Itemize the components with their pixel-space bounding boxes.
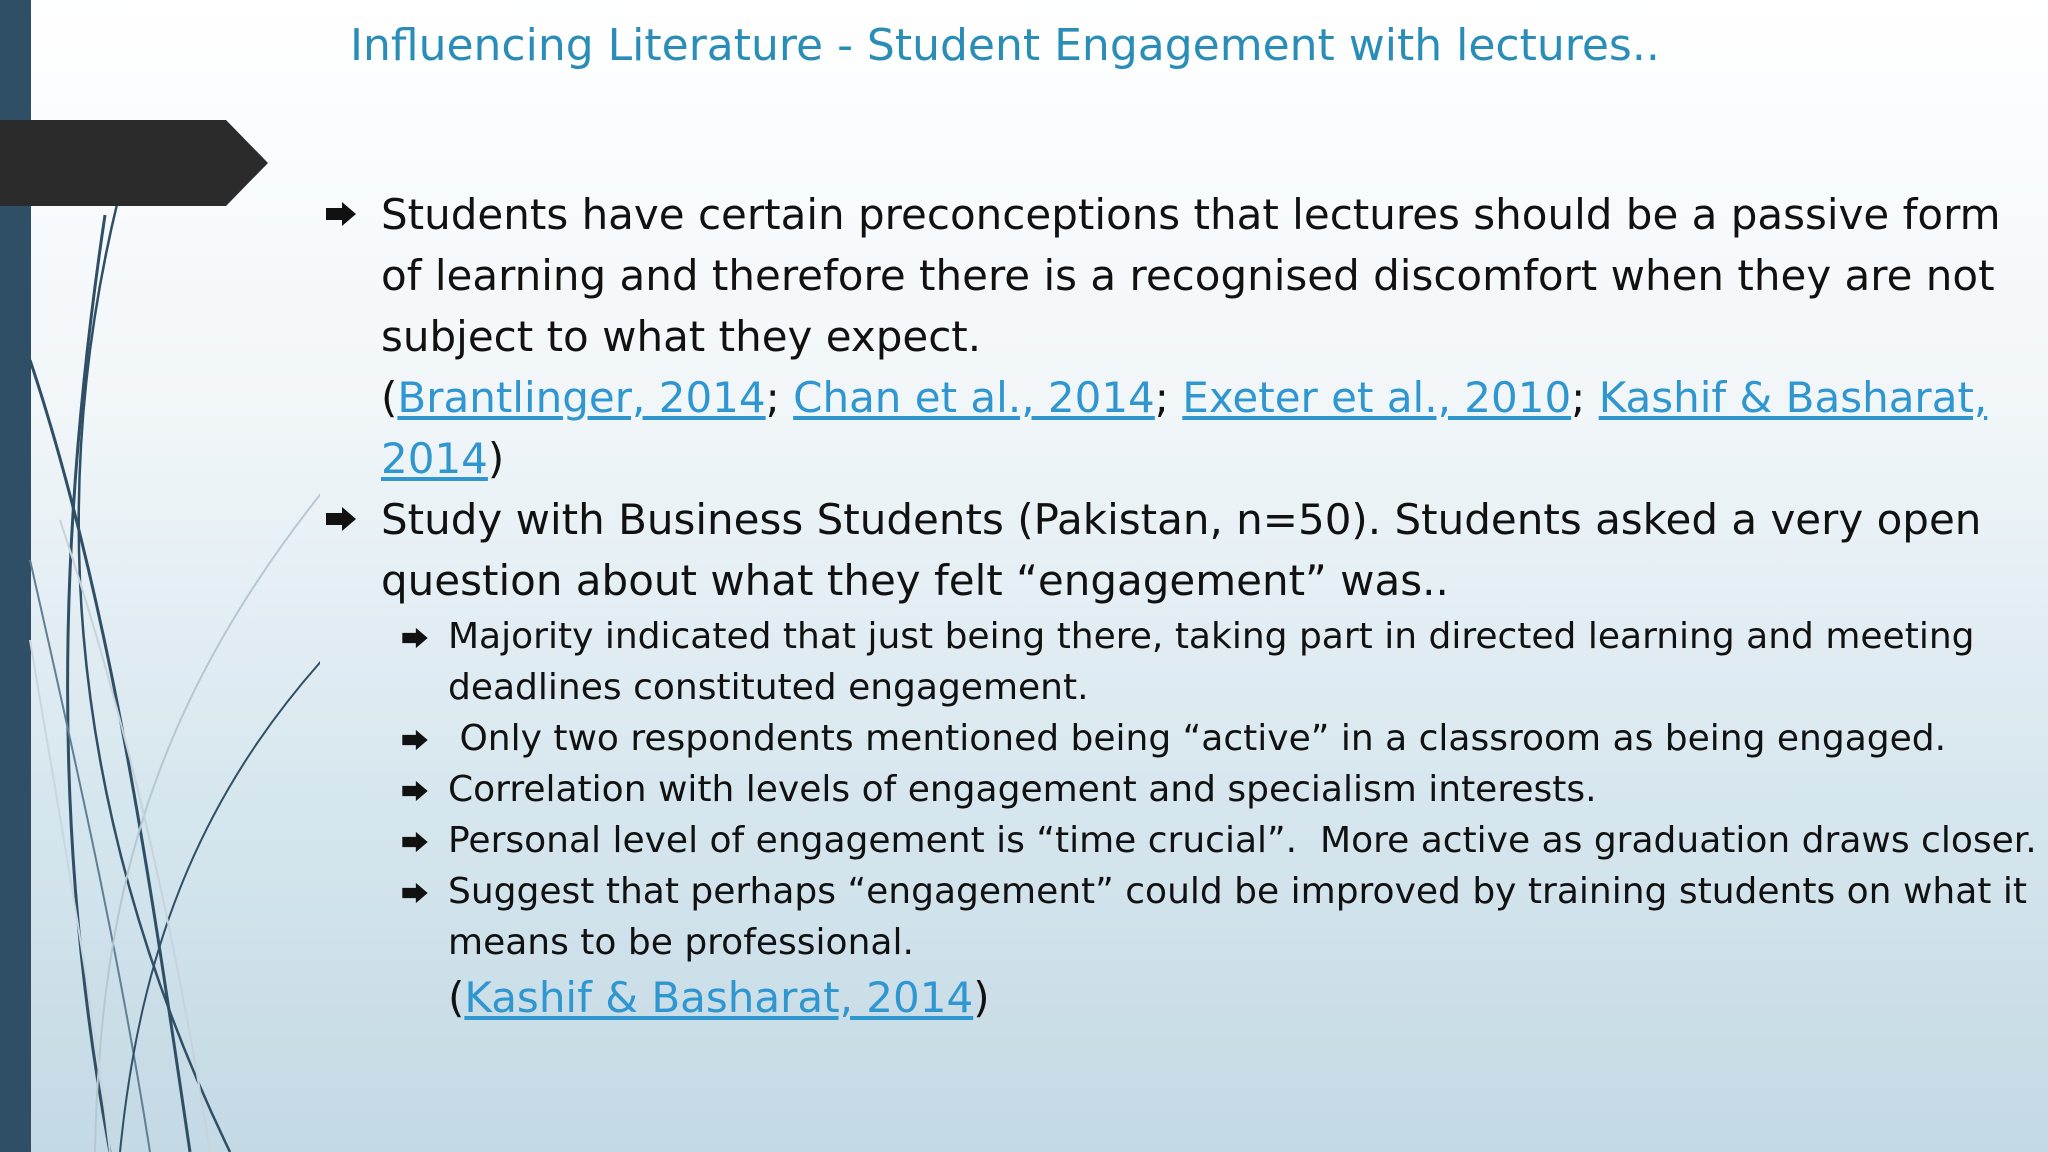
sub-bullet-text: Correlation with levels of engagement and specialism interests.	[448, 769, 1597, 810]
right-arrow-bullet-icon	[324, 506, 358, 532]
sub-bullet-text: Only two respondents mentioned being “active” in a classroom as being engaged.	[448, 718, 1947, 759]
sub-bullet-time-crucial	[320, 815, 2048, 866]
sub-bullet-text: Suggest that perhaps “engagement” could be improved by training students on what it means to be professional.	[448, 871, 2027, 963]
sub-bullet-text: Majority indicated that just being there, taking part in directed learning and meeting deadlines constituted engagement.	[448, 616, 1975, 708]
bullet-text: Students have certain preconceptions that lectures should be a passive form of learning and therefore there is a recognised discomfort when they are not subject to what they expect.	[381, 190, 2001, 361]
citation-group: (Kashif & Basharat, 2014)	[448, 973, 990, 1022]
citation-link-kashif-basharat[interactable]: Kashif & Basharat, 2014	[381, 373, 1988, 483]
slide-content	[320, 184, 2040, 1028]
right-arrow-bullet-icon	[400, 627, 430, 649]
bullet-business-study	[320, 489, 2021, 611]
right-arrow-bullet-icon	[400, 780, 430, 802]
sub-bullet-text: Personal level of engagement is “time crucial”. More active as graduation draws closer.	[448, 820, 2037, 861]
slide-title: Influencing Literature - Student Engagement with lectures..	[350, 20, 1660, 71]
bullet-preconceptions	[320, 184, 2021, 489]
sub-bullet-active	[320, 713, 2048, 764]
citation-group: (Brantlinger, 2014; Chan et al., 2014; Exeter et al., 2010; Kashif & Basharat, 2014)	[381, 373, 1988, 483]
right-arrow-bullet-icon	[400, 729, 430, 751]
sub-bullet-professional	[320, 866, 2048, 1028]
title-arrow-tab	[0, 120, 270, 206]
bullet-text: Study with Business Students (Pakistan, n=50). Students asked a very open question about what they felt “engagement” was..	[381, 495, 1982, 605]
right-arrow-bullet-icon	[400, 831, 430, 853]
citation-link-exeter[interactable]: Exeter et al., 2010	[1182, 373, 1572, 422]
citation-link-kashif-basharat[interactable]: Kashif & Basharat, 2014	[464, 973, 974, 1022]
right-arrow-bullet-icon	[324, 201, 358, 227]
citation-link-chan[interactable]: Chan et al., 2014	[793, 373, 1155, 422]
sub-bullet-correlation	[320, 764, 2048, 815]
sub-bullet-majority	[320, 611, 2048, 713]
citation-link-brantlinger[interactable]: Brantlinger, 2014	[397, 373, 766, 422]
right-arrow-bullet-icon	[400, 882, 430, 904]
